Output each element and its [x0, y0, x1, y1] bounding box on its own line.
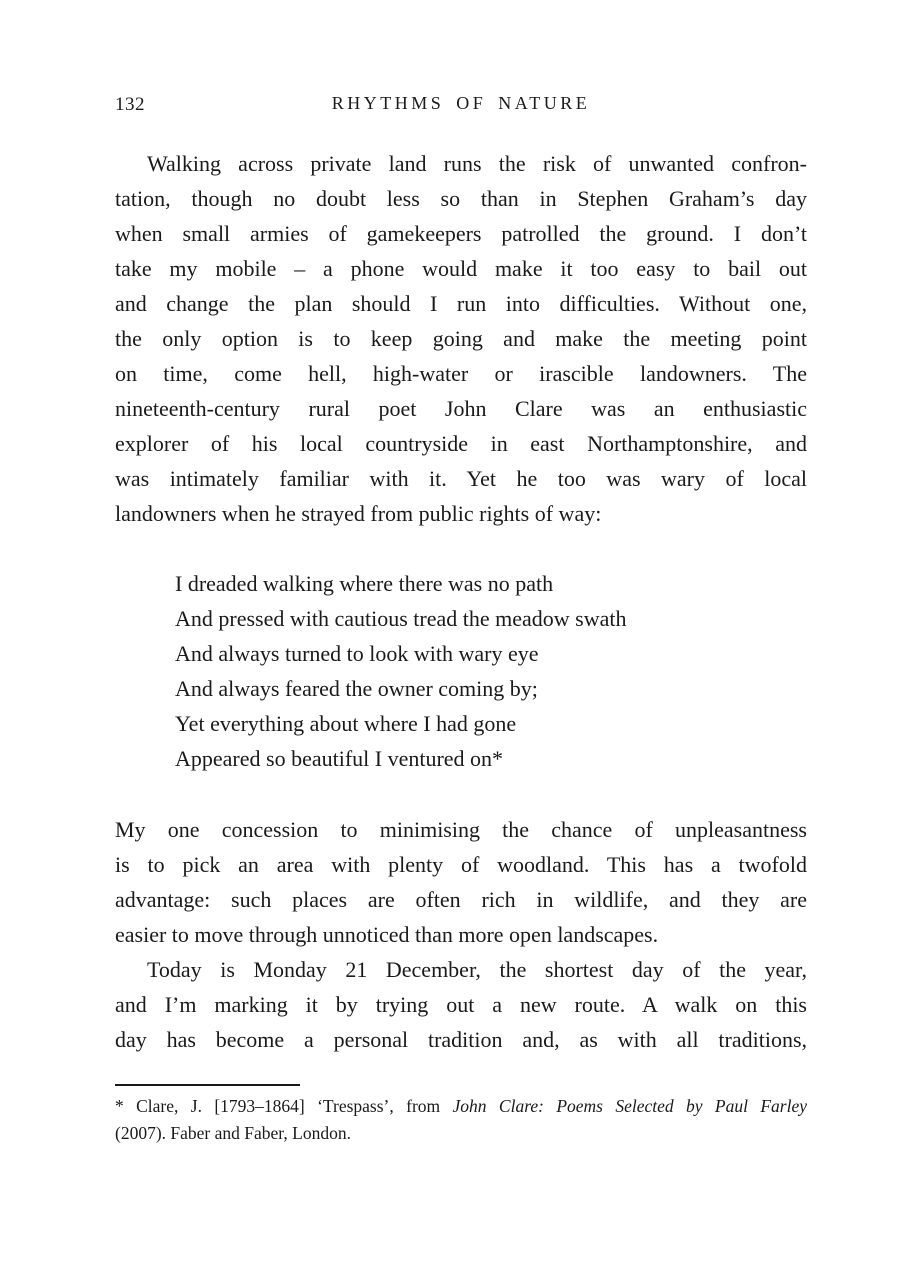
- footnote-line-2: (2007). Faber and Faber, London.: [115, 1123, 351, 1143]
- page-header: [115, 93, 807, 119]
- text-line: And pressed with cautious tread the meadow swath: [175, 606, 627, 631]
- text-line: is to pick an area with plenty of woodland. This has a twofold: [115, 852, 807, 877]
- text-line: I dreaded walking where there was no path: [175, 571, 554, 596]
- footnote-line-1: [115, 1093, 807, 1120]
- running-header: RHYTHMS OF NATURE: [331, 93, 591, 113]
- text-line: landowners when he strayed from public rights of way:: [115, 501, 602, 526]
- text-line: take my mobile – a phone would make it too easy to bail out: [115, 256, 807, 281]
- paragraph-2: [115, 812, 807, 952]
- text-line: on time, come hell, high-water or irascible landowners. The: [115, 361, 807, 386]
- footnote-citation-title: John Clare: Poems Selected by Paul Farley: [452, 1096, 807, 1116]
- text-line: the only option is to keep going and make the meeting point: [115, 326, 807, 351]
- text-line: Yet everything about where I had gone: [175, 711, 517, 736]
- body-text: [115, 146, 807, 1057]
- text-line: nineteenth-century rural poet John Clare was an enthusiastic: [115, 396, 807, 421]
- text-line: My one concession to minimising the chance of unpleasantness: [115, 817, 807, 842]
- text-line: And always turned to look with wary eye: [175, 641, 539, 666]
- footnote-divider: [115, 1084, 300, 1086]
- text-line: and change the plan should I run into difficulties. Without one,: [115, 291, 807, 316]
- text-line: Appeared so beautiful I ventured on*: [175, 746, 504, 771]
- paragraph-3: [115, 952, 807, 1057]
- text-line: Today is Monday 21 December, the shortest day of the year,: [147, 957, 807, 982]
- text-line: Walking across private land runs the risk of unwanted confron-: [147, 151, 807, 176]
- text-line: when small armies of gamekeepers patrolled the ground. I don’t: [115, 221, 807, 246]
- poem-quotation: [175, 566, 807, 776]
- text-line: day has become a personal tradition and, as with all traditions,: [115, 1027, 807, 1052]
- page-number: 132: [115, 94, 145, 115]
- text-line: advantage: such places are often rich in wildlife, and they are: [115, 887, 807, 912]
- text-line: And always feared the owner coming by;: [175, 676, 538, 701]
- footnote: [115, 1084, 807, 1147]
- text-line: easier to move through unnoticed than more open landscapes.: [115, 922, 659, 947]
- footnote-citation-roman: * Clare, J. [1793–1864] ‘Trespass’, from: [115, 1096, 453, 1116]
- text-line: was intimately familiar with it. Yet he too was wary of local: [115, 466, 807, 491]
- text-line: tation, though no doubt less so than in Stephen Graham’s day: [115, 186, 807, 211]
- paragraph-1: [115, 146, 807, 531]
- text-line: explorer of his local countryside in east Northamptonshire, and: [115, 431, 807, 456]
- text-line: and I’m marking it by trying out a new route. A walk on this: [115, 992, 807, 1017]
